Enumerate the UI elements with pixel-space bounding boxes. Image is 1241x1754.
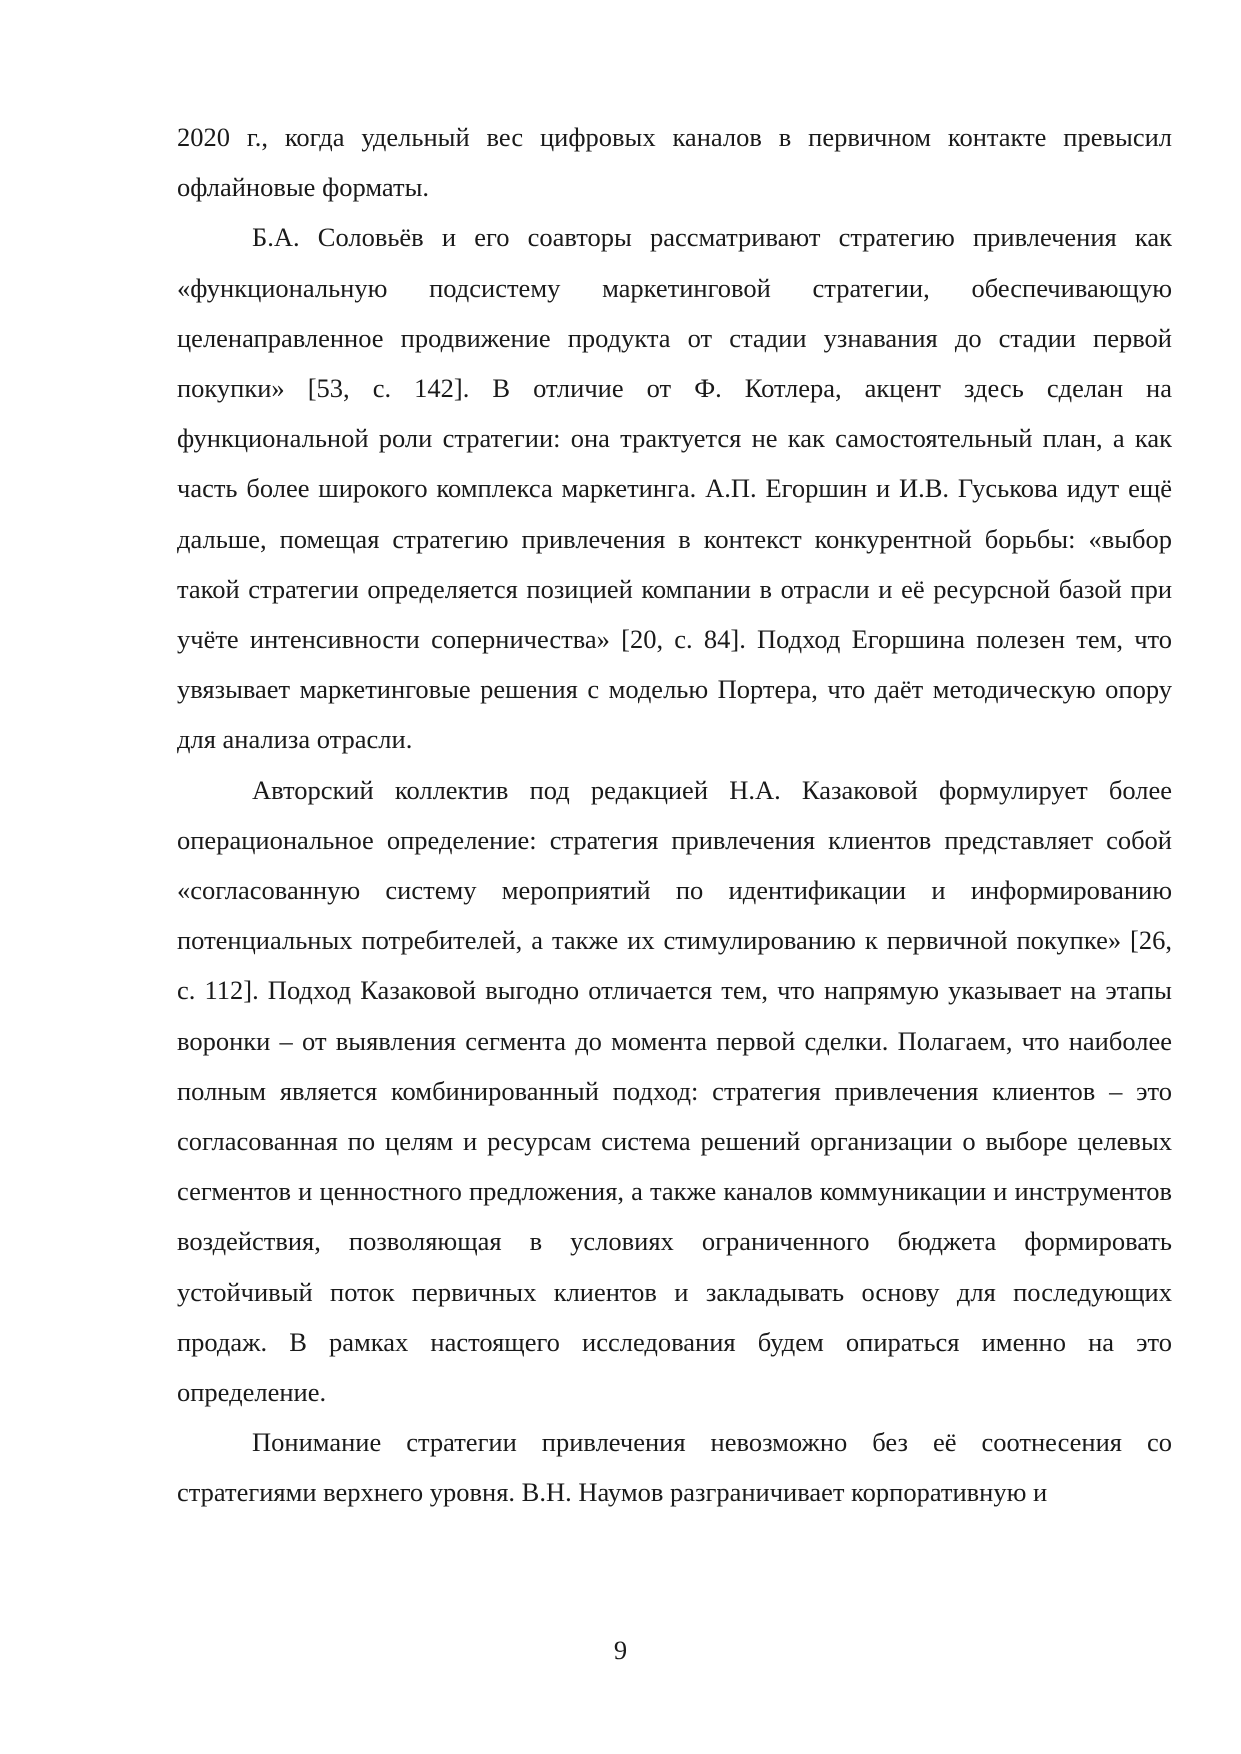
paragraph-kazakova: Авторский коллектив под редакцией Н.А. Казаковой формулирует более операциональное определение: стратегия привлечения клиентов представляет собой «согласованную систему мероприятий по идентификации и информированию потенциальных потребителей, а также их стимулированию к первичной покупке» [26, с. 112]. Подход Казаковой выгодно отличается тем, что напрямую указывает на этапы воронки – от выявления сегмента до момента первой сделки. Полагаем, что наиболее полным является комбинированный подход: стратегия привлечения клиентов – это согласованная по целям и ресурсам система решений организации о выборе целевых сегментов и ценностного предложения, а также каналов коммуникации и инструментов воздействия, позволяющая в условиях ограниченного бюджета формировать устойчивый поток первичных клиентов и закладывать основу для последующих продаж. В рамках настоящего исследования будем опираться именно на это определение. (177, 774, 1172, 1408)
paragraph-continuation: 2020 г., когда удельный вес цифровых каналов в первичном контакте превысил офлайновые форматы. (177, 122, 1172, 203)
paragraph-solovyov: Б.А. Соловьёв и его соавторы рассматривают стратегию привлечения как «функциональную подсистему маркетинговой стратегии, обеспечивающую целенаправленное продвижение продукта от стадии узнавания до стадии первой покупки» [53, с. 142]. В отличие от Ф. Котлера, акцент здесь сделан на функциональной роли стратегии: она трактуется не как самостоятельный план, а как часть более широкого комплекса маркетинга. А.П. Егоршин и И.В. Гуськова идут ещё дальше, помещая стратегию привлечения в контекст конкурентной борьбы: «выбор такой стратегии определяется позицией компании в отрасли и её ресурсной базой при учёте интенсивности соперничества» [20, с. 84]. Подход Егоршина полезен тем, что увязывает маркетинговые решения с моделью Портера, что даёт методическую опору для анализа отрасли. (177, 222, 1172, 755)
paragraph-naumov: Понимание стратегии привлечения невозможно без её соотнесения со стратегиями верхнего уровня. В.Н. Наумов разграничивает корпоративную и (177, 1427, 1172, 1508)
body-text (177, 112, 1172, 1518)
page-number: 9 (613, 1635, 628, 1665)
